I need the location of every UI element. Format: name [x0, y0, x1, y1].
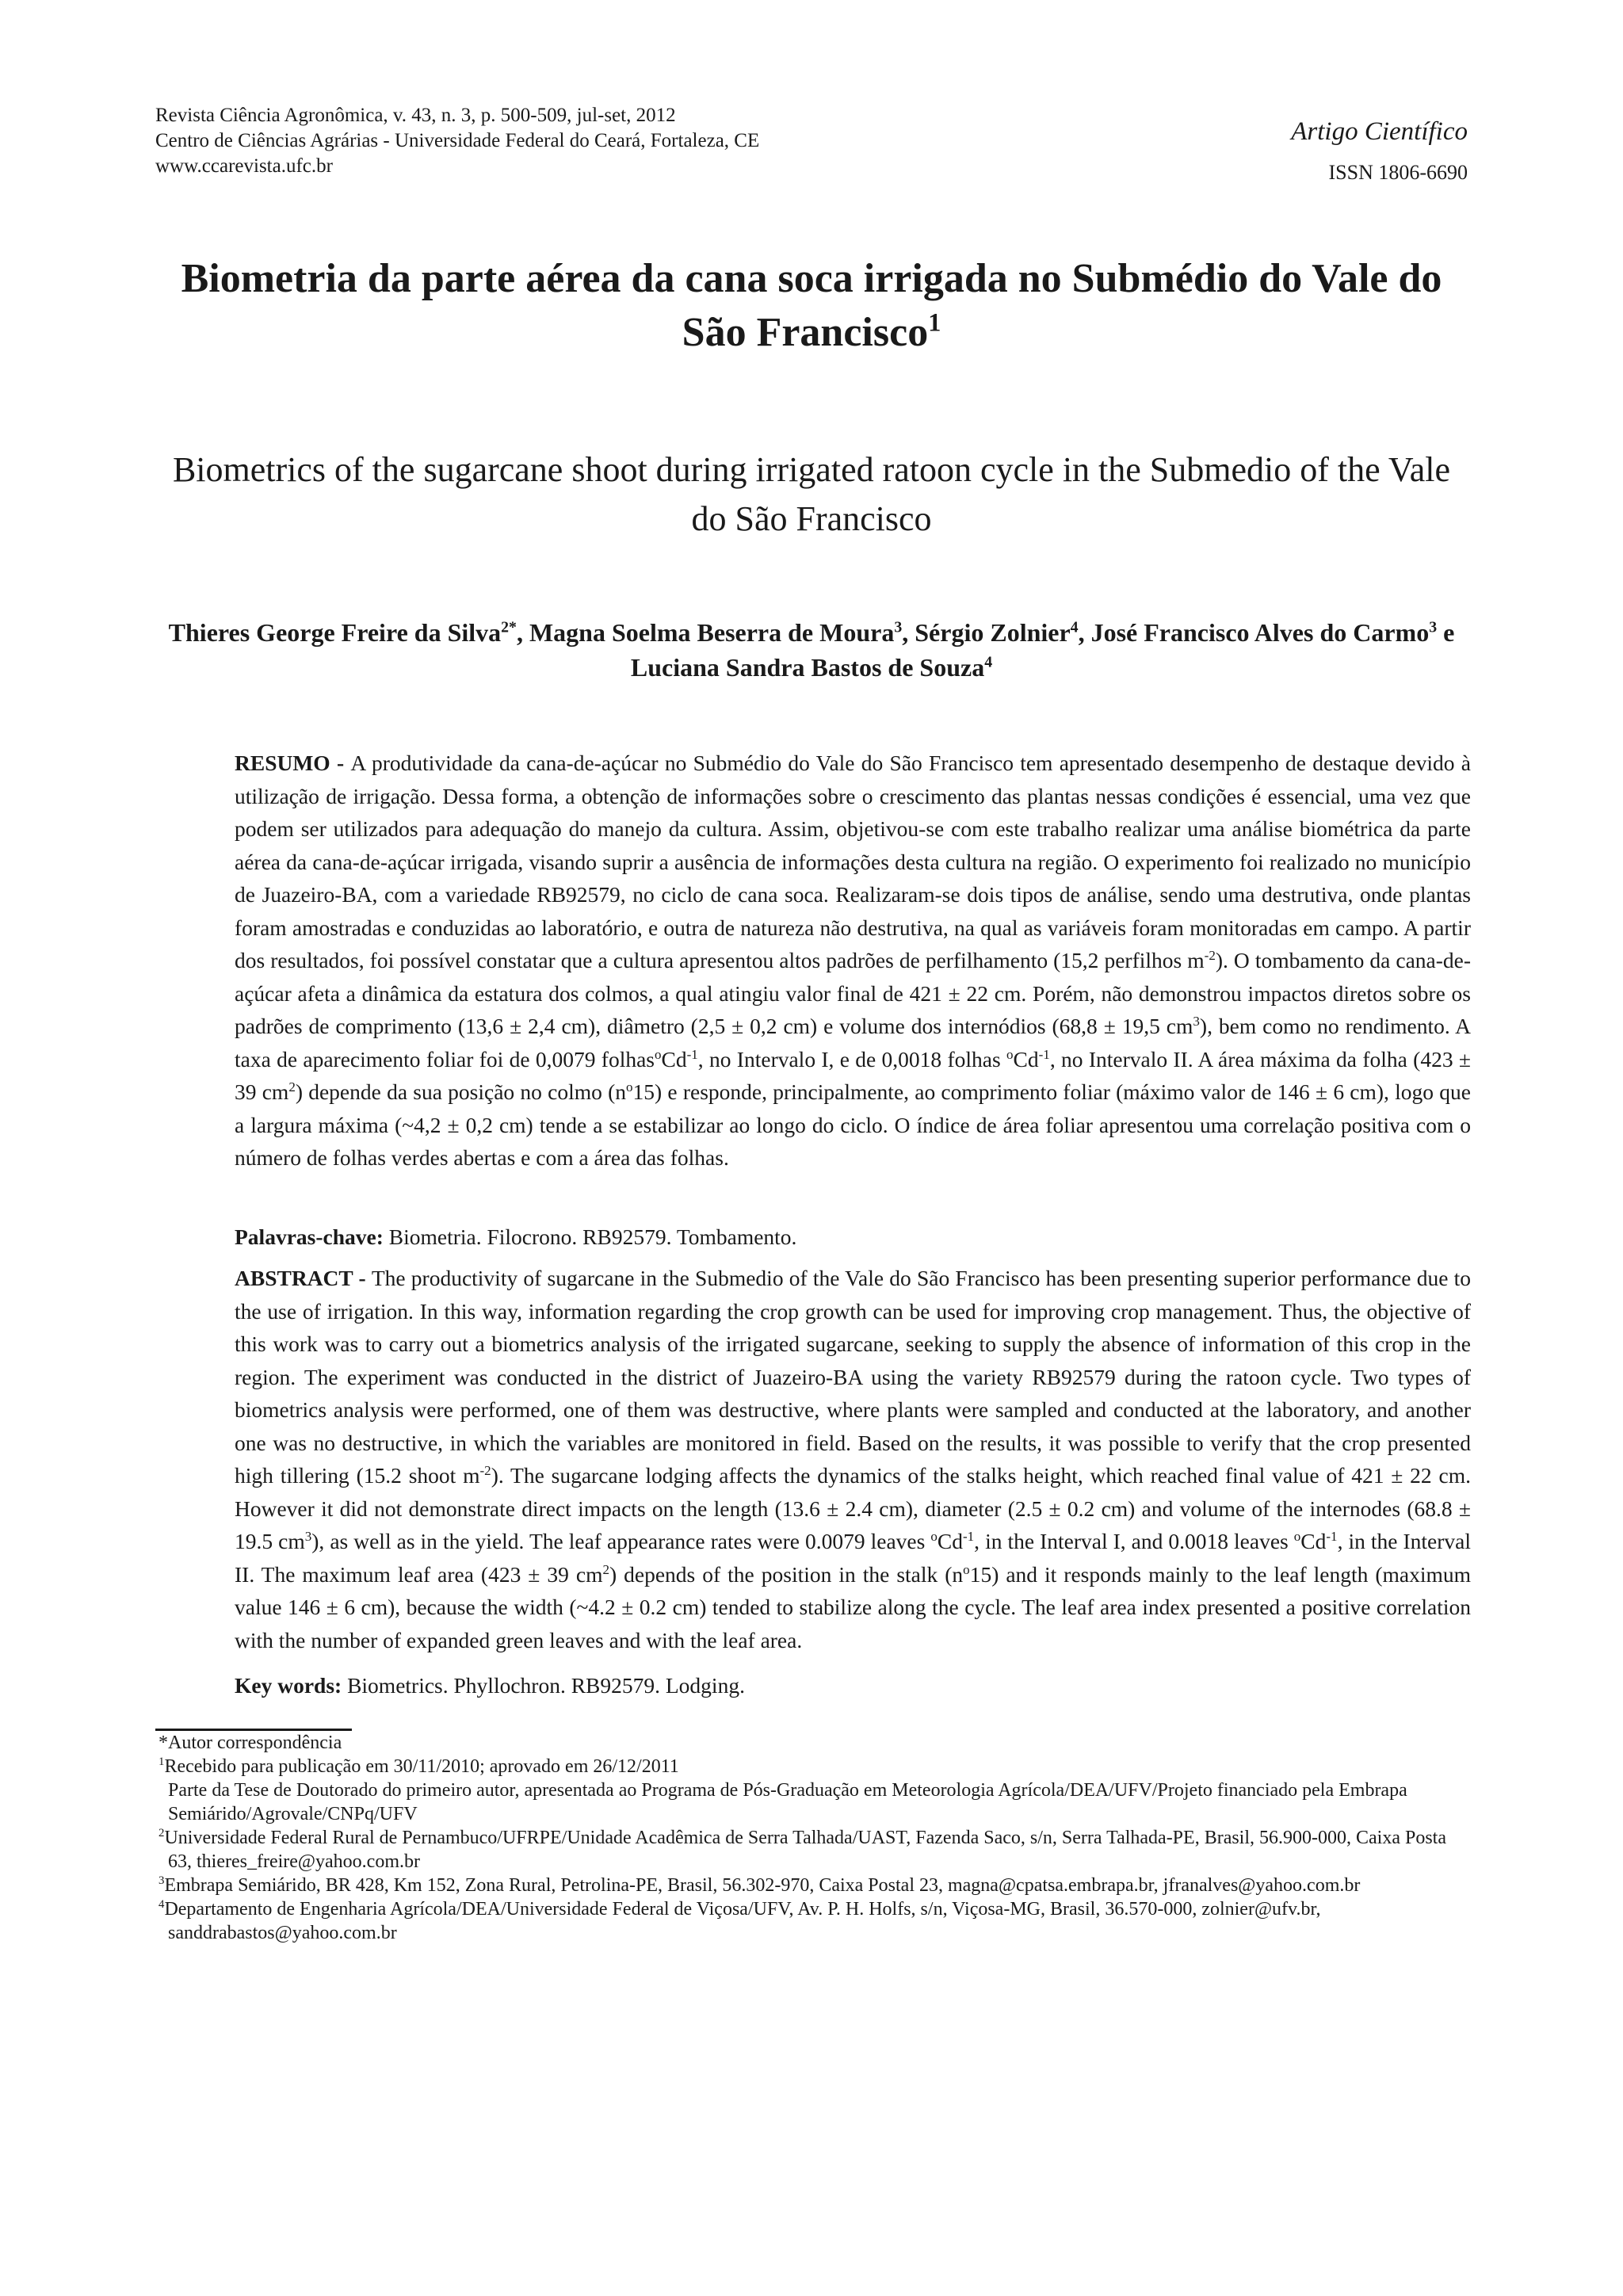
footnote-marker: 1 [158, 1755, 165, 1768]
abstract-text: , in the Interval I, and 0.0018 leaves [974, 1529, 1294, 1553]
author-separator: , [516, 618, 529, 647]
palavras-chave [235, 1221, 1471, 1254]
resumo-text: ), bem como no rendimento. A taxa de aparecimento foliar foi de 0,0079 folhas [235, 1014, 1471, 1072]
abstract-text: ), as well as in the yield. The leaf appearance rates were 0.0079 leaves [311, 1529, 931, 1553]
superscript: o [930, 1528, 938, 1544]
footnote-marker: 2 [158, 1827, 165, 1839]
resumo-text: Cd [1013, 1046, 1039, 1072]
author-affiliation: 4 [1070, 618, 1079, 636]
resumo-text: , no Intervalo I, e de 0,0018 folhas [697, 1046, 1007, 1072]
author-affiliation: 3 [894, 618, 903, 636]
resumo-text: A produtividade da cana-de-açúcar no Submédio do Vale do São Francisco tem apresentado desempenho de destaque devido à utilização de irrigação. Dessa forma, a obtenção de informações sobre o crescimento das plantas nessas condições é essencial, uma vez que podem ser utilizados para adequação do manejo da cultura. Assim, objetivou-se com este trabalho realizar uma análise biométrica da parte aérea da cana-de-açúcar irrigada, visando suprir a ausência de informações desta cultura na região. O experimento foi realizado no município de Juazeiro-BA, com a variedade RB92579, no ciclo de cana soca. Realizaram-se dois tipos de análise, sendo uma destrutiva, onde plantas foram amostradas e conduzidas ao laboratório, e outra de natureza não destrutiva, na qual as variáveis foram monitoradas em campo. A partir dos resultados, foi possível constatar que a cultura apresentou altos padrões de perfilhamento (15,2 perfilhos m [235, 751, 1471, 972]
superscript: o [626, 1079, 633, 1095]
resumo-paragraph [235, 747, 1471, 1175]
issn: ISSN 1806-6690 [1328, 161, 1468, 184]
footnote [158, 1755, 1471, 1778]
footnote-text: Recebido para publicação em 30/11/2010; aprovado em 26/12/2011 [164, 1756, 679, 1777]
abstract-text: Cd [937, 1529, 963, 1553]
superscript: -2 [1204, 947, 1216, 963]
author-separator: , [1078, 618, 1091, 647]
resumo-label: RESUMO - [235, 751, 351, 775]
footnote-marker: 4 [158, 1898, 165, 1911]
resumo-text: Cd [661, 1046, 687, 1072]
author-name: José Francisco Alves do Carmo [1090, 618, 1430, 647]
resumo-text: , no Intervalo II. A área máxima da folha (423 ± 39 cm [235, 1046, 1471, 1104]
key-words-label: Key words: [235, 1673, 342, 1698]
superscript: 2 [288, 1079, 296, 1095]
footnote-text: Embrapa Semiárido, BR 428, Km 152, Zona Rural, Petrolina-PE, Brasil, 56.302-970, Caixa Postal 23, magna@cpatsa.embrapa.br, jfranalves@yahoo.com.br [164, 1875, 1361, 1896]
journal-citation: Revista Ciência Agronômica, v. 43, n. 3, p. 500-509, jul-set, 2012 [155, 105, 676, 126]
key-words [235, 1669, 1471, 1702]
resumo-text: ). O tombamento da cana-de-açúcar afeta a dinâmica da estatura dos colmos, a qual atingiu valor final de 421 ± 22 cm. Porém, não demonstrou impactos diretos sobre os padrões de comprimento (13,6 ± 2,4 cm), diâmetro (2,5 ± 0,2 cm) e volume dos internódios (68,8 ± 19,5 cm [235, 948, 1471, 1038]
footnote [158, 1874, 1471, 1897]
footnote-text: *Autor correspondência [158, 1733, 342, 1753]
title-footnote-marker: 1 [928, 308, 941, 337]
footnotes [158, 1731, 1471, 1945]
author-separator: , [902, 618, 915, 647]
abstract-label: ABSTRACT - [235, 1266, 372, 1290]
footnote [158, 1778, 1471, 1826]
abstract-text: Cd [1300, 1529, 1327, 1553]
footnote-marker: 3 [158, 1874, 165, 1887]
author-name: Sérgio Zolnier [915, 618, 1071, 647]
title-portuguese [158, 252, 1465, 360]
key-words-text: Biometrics. Phyllochron. RB92579. Lodging. [342, 1673, 745, 1698]
abstract-text: 15) and it responds mainly to the leaf length (maximum value 146 ± 6 cm), because the width (~4.2 ± 0.2 cm) tended to stabilize along the cycle. The leaf area index presented a positive correlation with the number of expanded green leaves and with the leaf area. [235, 1561, 1472, 1652]
footnote [158, 1897, 1471, 1945]
superscript: 2 [602, 1561, 609, 1577]
resumo-text: ) depende da sua posição no colmo (n [295, 1079, 626, 1104]
superscript: o [655, 1046, 662, 1062]
superscript: -1 [686, 1046, 698, 1062]
title-english: Biometrics of the sugarcane shoot during irrigated ratoon cycle in the Submedio of the Vale do São Francisco [172, 450, 1451, 538]
palavras-chave-text: Biometria. Filocrono. RB92579. Tombamento. [383, 1224, 797, 1249]
superscript: o [1006, 1046, 1014, 1062]
abstract-paragraph [235, 1262, 1471, 1656]
superscript: -2 [479, 1462, 491, 1478]
author-list [155, 615, 1468, 685]
abstract-text: , in the Interval II. The maximum leaf area (423 ± 39 cm [235, 1529, 1472, 1587]
journal-publisher: Centro de Ciências Agrárias - Universidade Federal do Ceará, Fortaleza, CE [155, 130, 760, 151]
resumo-text: 15) e responde, principalmente, ao comprimento foliar (máximo valor de 146 ± 6 cm), logo que a largura máxima (~4,2 ± 0,2 cm) tende a se estabilizar ao longo do ciclo. O índice de área foliar apresentou uma correlação positiva com o número de folhas verdes abertas e com a área das folhas. [235, 1079, 1471, 1170]
footnote-text: Departamento de Engenharia Agrícola/DEA/Universidade Federal de Viçosa/UFV, Av. P. H. Holfs, s/n, Viçosa-MG, Brasil, 36.570-000, zolnier@ufv.br, sanddrabastos@yahoo.com.br [164, 1899, 1321, 1943]
abstract-text: The productivity of sugarcane in the Submedio of the Vale do São Francisco has been presenting superior performance due to the use of irrigation. In this way, information regarding the crop growth can be used for improving crop management. Thus, the objective of this work was to carry out a biometrics analysis of the irrigated sugarcane, seeking to supply the absence of information of this crop in the region. The experiment was conducted in the district of Juazeiro-BA using the variety RB92579 during the ratoon cycle. Two types of biometrics analysis were performed, one of them was destructive, where plants were sampled and conducted at the laboratory, and another one was no destructive, in which the variables are monitored in field. Based on the results, it was possible to verify that the crop presented high tillering (15.2 shoot m [235, 1266, 1471, 1488]
author-affiliation: 3 [1429, 618, 1438, 636]
title-portuguese-text: Biometria da parte aérea da cana soca irrigada no Submédio do Vale do São Francisco [181, 256, 1442, 355]
author-name: Magna Soelma Beserra de Moura [529, 618, 895, 647]
author-separator: e [1437, 618, 1455, 647]
footnote [158, 1826, 1471, 1874]
author-affiliation: 2* [501, 618, 517, 636]
footnote [158, 1731, 1471, 1755]
author-name: Thieres George Freire da Silva [168, 618, 502, 647]
superscript: -1 [1326, 1528, 1338, 1544]
superscript: 3 [1193, 1013, 1200, 1029]
journal-url: www.ccarevista.ufc.br [155, 155, 333, 177]
footnote-text: Parte da Tese de Doutorado do primeiro autor, apresentada ao Programa de Pós-Graduação em Meteorologia Agrícola/DEA/UFV/Projeto financiado pela Embrapa Semiárido/Agrovale/CNPq/UFV [168, 1780, 1407, 1824]
journal-info [155, 103, 759, 179]
footnote-text: Universidade Federal Rural de Pernambuco/UFRPE/Unidade Acadêmica de Serra Talhada/UAST, Fazenda Saco, s/n, Serra Talhada-PE, Brasil, 56.900-000, Caixa Posta 63, thieres_freire@yahoo.com.br [164, 1828, 1446, 1872]
author-affiliation: 4 [984, 653, 993, 671]
superscript: -1 [1038, 1046, 1050, 1062]
abstract-text: ) depends of the position in the stalk (n [609, 1561, 964, 1587]
abstract-text: ). The sugarcane lodging affects the dynamics of the stalks height, which reached final value of 421 ± 22 cm. However it did not demonstrate direct impacts on the length (13.6 ± 2.4 cm), diameter (2.5 ± 0.2 cm) and volume of the internodes (68.8 ± 19.5 cm [235, 1463, 1471, 1553]
superscript: o [963, 1561, 970, 1577]
author-name: Luciana Sandra Bastos de Souza [630, 653, 985, 682]
article-type: Artigo Científico [1291, 117, 1468, 146]
superscript: o [1293, 1528, 1301, 1544]
superscript: 3 [304, 1528, 312, 1544]
palavras-chave-label: Palavras-chave: [235, 1224, 384, 1249]
superscript: -1 [962, 1528, 975, 1544]
